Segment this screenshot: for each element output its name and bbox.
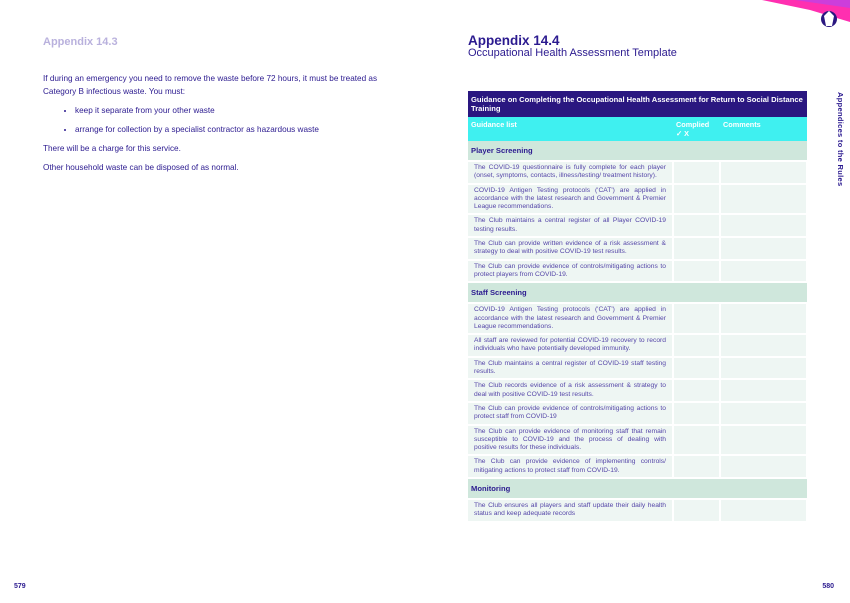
section-row bbox=[468, 282, 807, 303]
comments-cell[interactable] bbox=[720, 379, 807, 402]
complied-cell[interactable] bbox=[673, 260, 720, 283]
table-row bbox=[468, 379, 807, 402]
guidance-cell: The Club ensures all players and staff update their daily health status and keep adequate records bbox=[468, 499, 673, 522]
table-row bbox=[468, 357, 807, 380]
complied-cell[interactable] bbox=[673, 455, 720, 478]
section-row bbox=[468, 478, 807, 499]
other-waste-note: Other household waste can be disposed of as normal. bbox=[43, 163, 239, 172]
corner-logo-decoration bbox=[740, 0, 850, 40]
guidance-cell: COVID-19 Antigen Testing protocols ('CAT') are applied in accordance with the latest research and Government & Premier League recommendations. bbox=[468, 303, 673, 334]
complied-cell[interactable] bbox=[673, 357, 720, 380]
comments-cell[interactable] bbox=[720, 237, 807, 260]
section-title: Monitoring bbox=[468, 478, 807, 499]
table-body bbox=[468, 141, 807, 522]
complied-cell[interactable] bbox=[673, 402, 720, 425]
table-row bbox=[468, 260, 807, 283]
intro-paragraph: If during an emergency you need to remove the waste before 72 hours, it must be treated as Category B infectious waste. You must: bbox=[43, 74, 378, 96]
page-number-right: 580 bbox=[822, 583, 834, 590]
left-page-body bbox=[43, 72, 393, 180]
tick-cross-icon: ✓ X bbox=[676, 129, 690, 138]
comments-cell[interactable] bbox=[720, 499, 807, 522]
page-subtitle: Occupational Health Assessment Template bbox=[468, 47, 677, 59]
guidance-cell: COVID-19 Antigen Testing protocols ('CAT') are applied in accordance with the latest research and Government & Premier League recommendations. bbox=[468, 184, 673, 215]
column-header-guidance: Guidance list bbox=[468, 117, 673, 141]
table-header: Guidance on Completing the Occupational Health Assessment for Return to Social Distance Training bbox=[468, 91, 807, 117]
comments-cell[interactable] bbox=[720, 161, 807, 184]
table-row bbox=[468, 334, 807, 357]
guidance-cell: The Club can provide evidence of controls/mitigating actions to protect staff from COVID-19 bbox=[468, 402, 673, 425]
comments-cell[interactable] bbox=[720, 303, 807, 334]
section-row bbox=[468, 141, 807, 161]
comments-cell[interactable] bbox=[720, 334, 807, 357]
table-row bbox=[468, 425, 807, 456]
table-row bbox=[468, 214, 807, 237]
table-row bbox=[468, 402, 807, 425]
table-row bbox=[468, 303, 807, 334]
complied-cell[interactable] bbox=[673, 161, 720, 184]
bullet-item: • arrange for collection by a specialist contractor as hazardous waste bbox=[75, 123, 393, 136]
instruction-list bbox=[43, 104, 393, 136]
comments-cell[interactable] bbox=[720, 425, 807, 456]
complied-cell[interactable] bbox=[673, 303, 720, 334]
guidance-cell: The Club can provide written evidence of a risk assessment & strategy to deal with positive COVID-19 test results. bbox=[468, 237, 673, 260]
complied-label: Complied bbox=[676, 120, 710, 129]
column-header-comments: Comments bbox=[720, 117, 807, 141]
comments-cell[interactable] bbox=[720, 455, 807, 478]
bullet-item: • keep it separate from your other waste bbox=[75, 104, 393, 117]
guidance-cell: The Club records evidence of a risk assessment & strategy to deal with positive COVID-19 test results. bbox=[468, 379, 673, 402]
column-header-complied bbox=[673, 117, 720, 141]
complied-cell[interactable] bbox=[673, 237, 720, 260]
guidance-cell: The Club can provide evidence of monitoring staff that remain susceptible to COVID-19 and the process of dealing with positive results for these individuals. bbox=[468, 425, 673, 456]
table-row bbox=[468, 237, 807, 260]
complied-cell[interactable] bbox=[673, 334, 720, 357]
side-section-label: Appendices to the Rules bbox=[836, 92, 845, 187]
guidance-cell: The Club maintains a central register of COVID-19 staff testing results. bbox=[468, 357, 673, 380]
comments-cell[interactable] bbox=[720, 402, 807, 425]
comments-cell[interactable] bbox=[720, 357, 807, 380]
health-assessment-table bbox=[468, 91, 808, 523]
appendix-14-3-title: Appendix 14.3 bbox=[43, 36, 118, 48]
table-row bbox=[468, 499, 807, 522]
guidance-cell: The COVID-19 questionnaire is fully complete for each player (onset, symptoms, contacts, illness/testing/ treatment history). bbox=[468, 161, 673, 184]
section-title: Player Screening bbox=[468, 141, 807, 161]
complied-cell[interactable] bbox=[673, 214, 720, 237]
guidance-cell: The Club can provide evidence of controls/mitigating actions to protect players from COVID-19. bbox=[468, 260, 673, 283]
table-row bbox=[468, 161, 807, 184]
guidance-cell: The Club can provide evidence of implementing controls/ mitigating actions to protect staff from COVID-19. bbox=[468, 455, 673, 478]
guidance-cell: All staff are reviewed for potential COVID-19 recovery to record individuals who have potentially developed immunity. bbox=[468, 334, 673, 357]
complied-cell[interactable] bbox=[673, 499, 720, 522]
section-title: Staff Screening bbox=[468, 282, 807, 303]
comments-cell[interactable] bbox=[720, 214, 807, 237]
complied-cell[interactable] bbox=[673, 425, 720, 456]
guidance-cell: The Club maintains a central register of all Player COVID-19 testing results. bbox=[468, 214, 673, 237]
comments-cell[interactable] bbox=[720, 184, 807, 215]
complied-cell[interactable] bbox=[673, 184, 720, 215]
complied-cell[interactable] bbox=[673, 379, 720, 402]
table-row bbox=[468, 184, 807, 215]
appendix-14-4-title: Appendix 14.4 bbox=[468, 33, 560, 48]
charge-note: There will be a charge for this service. bbox=[43, 144, 181, 153]
page-number-left: 579 bbox=[14, 583, 26, 590]
comments-cell[interactable] bbox=[720, 260, 807, 283]
table-row bbox=[468, 455, 807, 478]
